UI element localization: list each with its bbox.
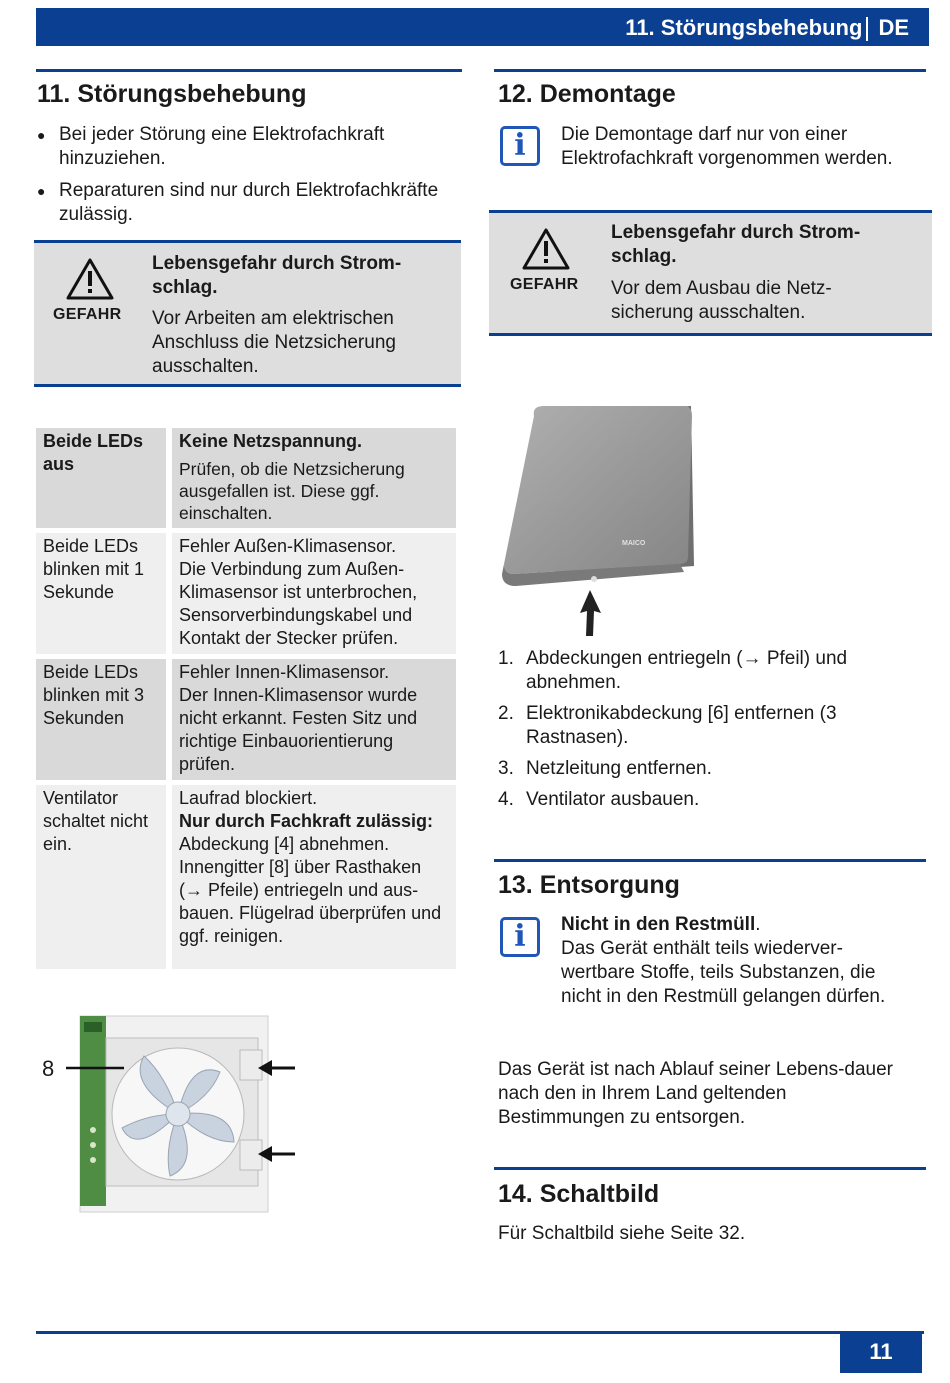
table-cell-state: Beide LEDs aus	[36, 428, 172, 528]
table-cell-remedy	[172, 533, 456, 654]
header-divider	[866, 17, 868, 41]
fan-figure	[40, 1010, 300, 1215]
section-11-bullets	[37, 123, 457, 235]
section-14-title: 14. Schaltbild	[498, 1180, 660, 1208]
warning-triangle-icon	[521, 227, 571, 271]
page-number: 11	[840, 1331, 922, 1373]
table-row	[36, 428, 456, 528]
section-11-rule	[36, 69, 462, 72]
remedy-head: Laufrad blockiert.	[179, 788, 318, 808]
warning-body: Vor dem Ausbau die Netz-sicherung ausschalten.	[611, 278, 832, 323]
disassembly-steps	[498, 647, 898, 819]
schaltbild-text: Für Schaltbild siehe Seite 32.	[498, 1223, 746, 1244]
remedy-head: Fehler Außen-Klimasensor.	[179, 536, 397, 556]
table-row	[36, 533, 456, 654]
table-cell-state: Ventilator schaltet nicht ein.	[36, 785, 172, 969]
info-icon: i	[500, 126, 540, 166]
step-item	[498, 757, 898, 781]
bullet-item: ● Reparaturen sind nur durch Elektrofachkräfte zulässig.	[37, 179, 457, 227]
bullet-item: ● Bei jeder Störung eine Elektrofachkraft hinzuziehen.	[37, 123, 457, 171]
section-12-rule	[494, 69, 926, 72]
troubleshooting-table	[36, 423, 456, 974]
step-item	[498, 647, 898, 695]
section-13-title: 13. Entsorgung	[498, 871, 680, 899]
header-section: 11. Störungsbehebung	[625, 15, 863, 40]
table-cell-remedy	[172, 428, 456, 528]
remedy-head: Keine Netzspannung.	[179, 431, 363, 451]
header-bar	[36, 8, 929, 46]
remedy-body: Prüfen, ob die Netzsicherung ausgefallen ist. Diese ggf. einschalten.	[179, 459, 405, 523]
remedy-body: Die Verbindung zum Außen-Klimasensor ist unterbrochen, Sensorverbindungskabel und Kontakt der Stecker prüfen.	[179, 559, 418, 648]
step-number: 4.	[498, 789, 514, 810]
disposal-text: Das Gerät ist nach Ablauf seiner Lebens-dauer nach den in Ihrem Land geltenden Bestimmungen zu entsorgen.	[498, 1059, 894, 1128]
remedy-body	[179, 810, 449, 948]
warning-head: Lebensgefahr durch Strom-schlag.	[611, 222, 861, 267]
header-text	[625, 15, 909, 41]
step-text: Abdeckungen entriegeln (→ Pfeil) und abnehmen.	[526, 648, 848, 693]
section-11-title: 11. Störungsbehebung	[37, 80, 307, 108]
warning-head: Lebensgefahr durch Strom-schlag.	[152, 253, 402, 298]
info-bold: Nicht in den Restmüll	[561, 914, 756, 935]
table-row	[36, 785, 456, 969]
warning-box-12	[489, 210, 932, 336]
table-cell-remedy	[172, 659, 456, 780]
info-rest: Das Gerät enthält teils wiederver-wertbare Stoffe, teils Substanzen, die nicht in den Restmüll gelangen dürfen.	[561, 938, 886, 1007]
warning-triangle-icon	[65, 257, 115, 301]
section-12-title: 12. Demontage	[498, 80, 676, 108]
warning-label: GEFAHR	[510, 276, 579, 293]
remedy-bold: Nur durch Fachkraft zulässig:	[179, 811, 434, 831]
info-period: .	[755, 914, 761, 935]
info-icon: i	[500, 917, 540, 957]
table-cell-state: Beide LEDs blinken mit 3 Sekunden	[36, 659, 172, 780]
step-number: 3.	[498, 758, 514, 779]
step-text: Ventilator ausbauen.	[526, 789, 700, 810]
step-text: Netzleitung entfernen.	[526, 758, 712, 779]
step-number: 2.	[498, 703, 514, 724]
table-cell-state: Beide LEDs blinken mit 1 Sekunde	[36, 533, 172, 654]
step-number: 1.	[498, 648, 514, 669]
step-text: Elektronikabdeckung [6] entfernen (3 Rastnasen).	[526, 703, 837, 748]
warning-body: Vor Arbeiten am elektrischen Anschluss die Netzsicherung ausschalten.	[152, 308, 396, 377]
warning-label: GEFAHR	[53, 306, 122, 323]
remedy-body: Der Innen-Klimasensor wurde nicht erkannt. Festen Sitz und richtige Einbauorientierung prüfen.	[179, 685, 418, 774]
step-item	[498, 702, 898, 750]
section-14-rule	[494, 1167, 926, 1170]
table-row	[36, 659, 456, 780]
info-text-12: Die Demontage darf nur von einer Elektrofachkraft vorgenommen werden.	[561, 124, 893, 169]
info-text-13	[561, 913, 901, 1009]
remedy-head: Fehler Innen-Klimasensor.	[179, 662, 390, 682]
remedy-rest: Abdeckung [4] abnehmen. Innengitter [8] über Rasthaken (→ Pfeile) entriegeln und aus-bauen. Flügelrad überprüfen und ggf. reinigen.	[179, 834, 442, 946]
header-lang: DE	[878, 15, 909, 40]
table-cell-remedy	[172, 785, 456, 969]
figure-label: 8	[42, 1056, 55, 1081]
ventilator-image	[494, 398, 704, 638]
step-item	[498, 788, 898, 812]
warning-box-11	[34, 240, 461, 387]
section-13-rule	[494, 859, 926, 862]
brand-label: MAICO	[622, 540, 646, 547]
footer-rule	[36, 1331, 924, 1334]
arrow-icon	[580, 590, 601, 636]
